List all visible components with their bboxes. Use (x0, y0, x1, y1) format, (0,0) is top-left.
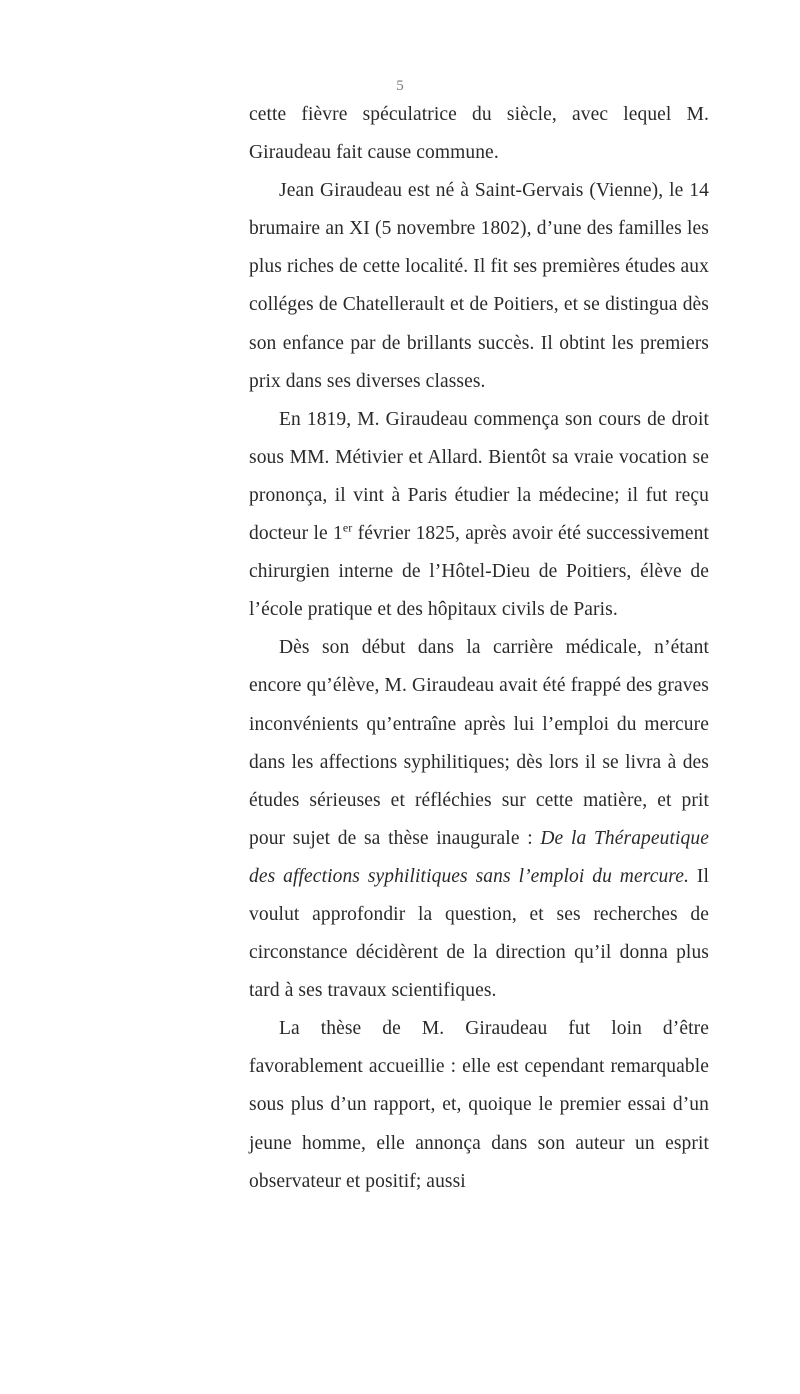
paragraph-thesis-reception: La thèse de M. Giraudeau fut loin d’être favorablement accueillie : elle est cependant remarquable sous plus d’un rapport, et, quoique le premier essai d’un jeune homme, elle annonça dans son auteur un esprit observateur et positif; aussi (249, 1018, 709, 1192)
paragraph-continuation: cette fièvre spéculatrice du siècle, avec lequel M. Giraudeau fait cause commune. (249, 104, 709, 164)
paragraph-thesis-text-1: Dès son début dans la carrière médicale, n’étant encore qu’élève, M. Giraudeau avait été frappé des graves inconvénients qu’entraîne après lui l’emploi du mercure dans les affections syphilitiques; dès lors il se livra à des études sérieuses et réfléchies sur cette matière, et prit pour sujet de sa thèse inaugurale : (249, 637, 709, 849)
paragraph-studies-text-1: En 1819, M. Giraudeau commença son cours de droit sous MM. Métivier et Allard. Bientôt sa vraie vocation se prononça, il vint à Paris étudier la médecine; il fut reçu docteur le 1 (249, 408, 709, 545)
page-number: 5 (396, 78, 404, 94)
paragraph-studies-text-2: février 1825, après avoir été successivement chirurgien interne de l’Hôtel-Dieu de Poitiers, élève de l’école pratique et des hôpitaux civils de Paris. (249, 523, 709, 621)
paragraph-birth: Jean Giraudeau est né à Saint-Gervais (Vienne), le 14 brumaire an XI (5 novembre 1802), d’une des familles les plus riches de cette localité. Il fit ses premières études aux colléges de Chatellerault et de Poitiers, et se distingua dès son enfance par de brillants succès. Il obtint les premiers prix dans ses diverses classes. (249, 180, 709, 392)
body-text (249, 96, 709, 1201)
superscript-er: er (342, 520, 353, 535)
paragraph-thesis-subject (249, 629, 709, 1010)
paragraph-studies (249, 401, 709, 630)
thesis-title: De la Thérapeutique des affections syphilitiques sans l’emploi du mercure. (249, 827, 709, 887)
paragraph-thesis-text-2: Il voulut approfondir la question, et ses recherches de circonstance décidèrent de la direction qu’il donna plus tard à ses travaux scientifiques. (249, 865, 709, 1002)
